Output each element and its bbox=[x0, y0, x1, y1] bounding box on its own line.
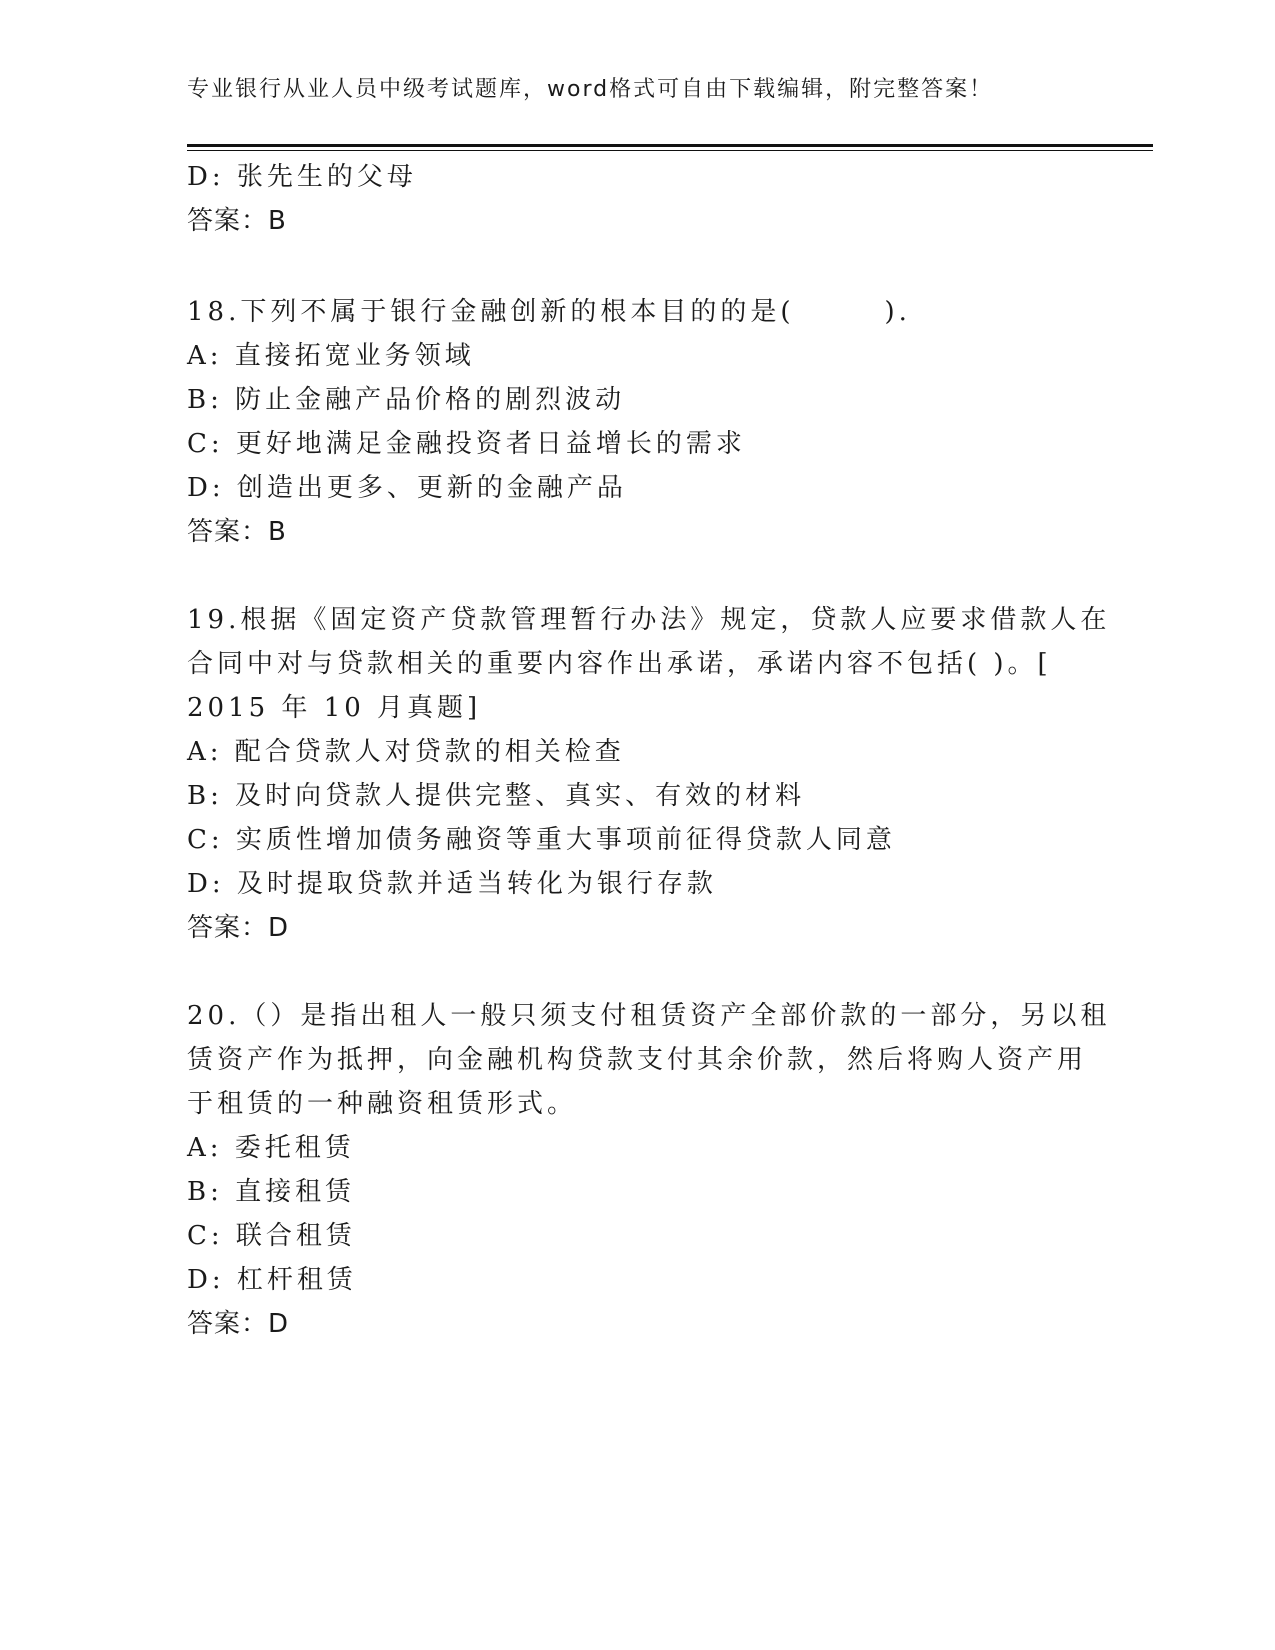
q19-answer: 答案：D bbox=[187, 913, 290, 943]
q20-option-a: A: 委托租赁 bbox=[187, 1133, 355, 1163]
q20-option-b: B: 直接租赁 bbox=[187, 1177, 356, 1207]
q18-answer: 答案：B bbox=[187, 517, 287, 547]
q18-option-b: B: 防止金融产品价格的剧烈波动 bbox=[187, 385, 626, 415]
q20-option-c: C: 联合租赁 bbox=[187, 1221, 356, 1251]
q18-stem: 18.下列不属于银行金融创新的根本目的的是( ). bbox=[187, 297, 911, 327]
header-rule-thin bbox=[187, 150, 1153, 151]
q20-stem-line2: 赁资产作为抵押，向金融机构贷款支付其余价款，然后将购人资产用 bbox=[187, 1045, 1088, 1075]
q19-stem-line1: 19.根据《固定资产贷款管理暂行办法》规定，贷款人应要求借款人在 bbox=[187, 605, 1111, 635]
header-rule-thick bbox=[187, 144, 1153, 147]
q18-option-a: A: 直接拓宽业务领域 bbox=[187, 341, 475, 371]
q20-answer: 答案：D bbox=[187, 1309, 290, 1339]
page-header: 专业银行从业人员中级考试题库，word格式可自由下载编辑，附完整答案！ bbox=[187, 77, 994, 102]
q19-stem-line3: 2015 年 10 月真题] bbox=[187, 693, 482, 723]
prev-option-d: D: 张先生的父母 bbox=[187, 162, 417, 192]
q18-option-c: C: 更好地满足金融投资者日益增长的需求 bbox=[187, 429, 746, 459]
prev-answer: 答案：B bbox=[187, 206, 287, 236]
q19-stem-line2: 合同中对与贷款相关的重要内容作出承诺，承诺内容不包括( )。[ bbox=[187, 649, 1052, 679]
q20-stem-line1: 20.（）是指出租人一般只须支付租赁资产全部价款的一部分，另以租 bbox=[187, 1001, 1111, 1031]
q20-stem-line3: 于租赁的一种融资租赁形式。 bbox=[187, 1089, 578, 1119]
q19-option-b: B: 及时向贷款人提供完整、真实、有效的材料 bbox=[187, 781, 806, 811]
q20-option-d: D: 杠杆租赁 bbox=[187, 1265, 357, 1295]
q19-option-a: A: 配合贷款人对贷款的相关检查 bbox=[187, 737, 625, 767]
q19-option-d: D: 及时提取贷款并适当转化为银行存款 bbox=[187, 869, 717, 899]
q19-option-c: C: 实质性增加债务融资等重大事项前征得贷款人同意 bbox=[187, 825, 896, 855]
q18-option-d: D: 创造出更多、更新的金融产品 bbox=[187, 473, 627, 503]
